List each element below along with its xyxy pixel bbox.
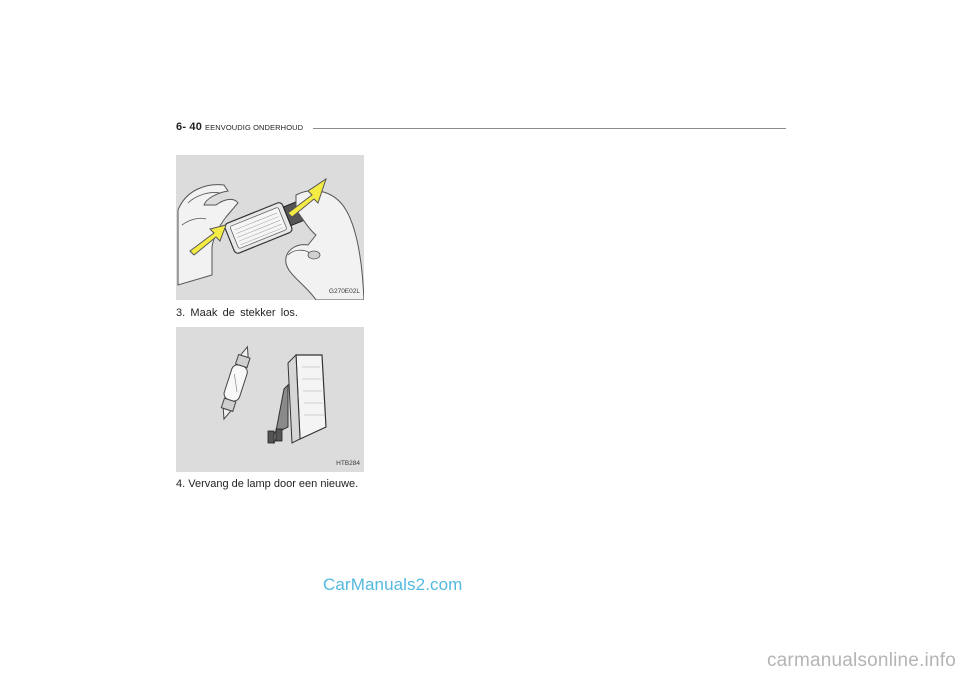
watermark-link[interactable]: CarManuals2.com — [323, 575, 463, 594]
lamp-housing-icon — [268, 355, 326, 443]
step-3-text: 3. Maak de stekker los. — [176, 307, 298, 319]
page-header — [176, 121, 786, 137]
hands-unplugging-lamp-connector-illustration — [176, 155, 364, 300]
festoon-bulb-icon — [216, 344, 255, 421]
festoon-bulb-and-lamp-housing-illustration — [176, 327, 364, 472]
header-rule — [313, 128, 786, 129]
footer-watermark: carmanualsonline.info — [766, 650, 956, 671]
figure-unplug-connector — [176, 155, 364, 300]
page-number: 6- 40 — [176, 121, 203, 133]
figure-replace-bulb — [176, 327, 364, 472]
figure-code: G270E02L — [328, 288, 360, 295]
step-4-text: 4. Vervang de lamp door een nieuwe. — [176, 478, 359, 490]
figure-code: HTB284 — [336, 460, 360, 467]
section-title: EENVOUDIG ONDERHOUD — [205, 123, 304, 132]
